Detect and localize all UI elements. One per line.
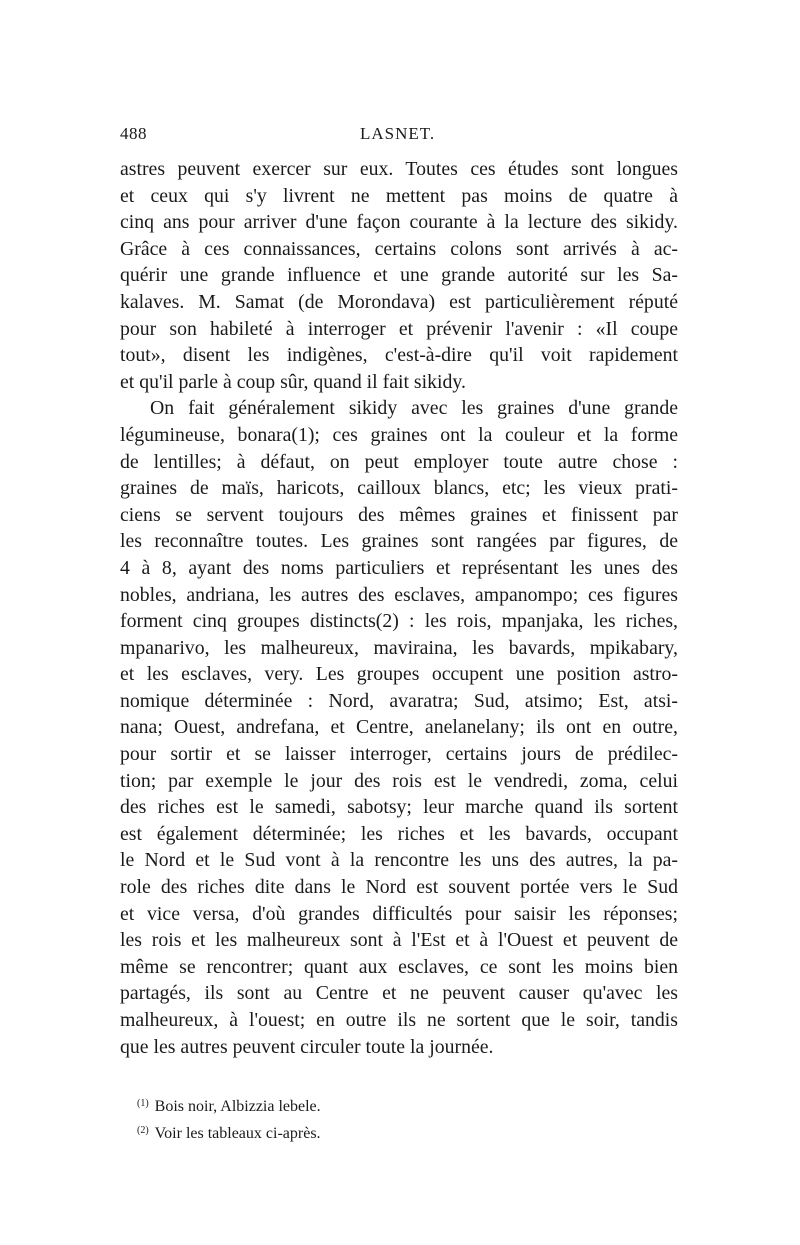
footnote <box>137 1092 657 1119</box>
text-line: et ceux qui s'y livrent ne mettent pas moins de quatre à <box>120 184 678 207</box>
text-line: et les esclaves, very. Les groupes occupent une position astro- <box>120 663 678 686</box>
text-line: et qu'il parle à coup sûr, quand il fait sikidy. <box>120 370 466 393</box>
text-line: est également déterminée; les riches et les bavards, occupant <box>120 822 678 845</box>
text-line: nana; Ouest, andrefana, et Centre, anelanelany; ils ont en outre, <box>120 716 678 739</box>
text-line: cinq ans pour arriver d'une façon courante à la lecture des sikidy. <box>120 211 678 234</box>
footnotes <box>137 1092 657 1146</box>
text-line: Grâce à ces connaissances, certains colons sont arrivés à ac- <box>120 237 678 260</box>
footnote <box>137 1119 657 1146</box>
text-line: 4 à 8, ayant des noms particuliers et représentant les unes des <box>120 556 678 579</box>
text-line: le Nord et le Sud vont à la rencontre les uns des autres, la pa- <box>120 849 678 872</box>
page-number: 488 <box>120 124 147 143</box>
text-line: malheureux, à l'ouest; en outre ils ne sortent que le soir, tandis <box>120 1009 678 1031</box>
text-line: de lentilles; à défaut, on peut employer toute autre chose : <box>120 450 678 473</box>
text-line: astres peuvent exercer sur eux. Toutes ces études sont longues <box>120 158 678 180</box>
text-line: pour son habileté à interroger et prévenir l'avenir : «Il coupe <box>120 317 678 340</box>
text-line: légumineuse, bonara(1); ces graines ont la couleur et la forme <box>120 423 678 446</box>
text-line: ciens se servent toujours des mêmes graines et finissent par <box>120 503 678 526</box>
text-line: kalaves. M. Samat (de Morondava) est particulièrement réputé <box>120 290 678 313</box>
text-line: pour sortir et se laisser interroger, certains jours de prédilec- <box>120 743 678 766</box>
footnote-marker: (2) <box>137 1125 149 1136</box>
page-header <box>120 124 678 148</box>
text-line: même se rencontrer; quant aux esclaves, ce sont les moins bien <box>120 955 678 978</box>
text-line: mpanarivo, les malheureux, maviraina, les bavards, mpikabary, <box>120 636 678 659</box>
text-line: tion; par exemple le jour des rois est le vendredi, zoma, celui <box>120 769 678 792</box>
text-line: et vice versa, d'où grandes difficultés pour saisir les réponses; <box>120 902 678 925</box>
running-head: LASNET. <box>360 124 436 143</box>
text-line: role des riches dite dans le Nord est souvent portée vers le Sud <box>120 876 678 899</box>
footnote-text: Bois noir, Albizzia lebele. <box>154 1098 321 1115</box>
text-line: nomique déterminée : Nord, avaratra; Sud, atsimo; Est, atsi- <box>120 689 678 712</box>
text-line: des riches est le samedi, sabotsy; leur marche quand ils sortent <box>120 796 678 819</box>
text-line: quérir une grande influence et une grande autorité sur les Sa- <box>120 264 678 287</box>
text-line: les reconnaître toutes. Les graines sont rangées par figures, de <box>120 530 678 553</box>
text-line: partagés, ils sont au Centre et ne peuvent causer qu'avec les <box>120 982 678 1005</box>
text-line: forment cinq groupes distincts(2) : les rois, mpanjaka, les riches, <box>120 610 678 633</box>
text-line: les rois et les malheureux sont à l'Est et à l'Ouest et peuvent de <box>120 929 678 952</box>
footnote-marker: (1) <box>137 1098 149 1109</box>
text-line: nobles, andriana, les autres des esclaves, ampanompo; ces figures <box>120 583 678 606</box>
text-line: On fait généralement sikidy avec les graines d'une grande <box>150 397 678 420</box>
text-line: graines de maïs, haricots, cailloux blancs, etc; les vieux prati- <box>120 477 678 500</box>
body-text <box>120 156 678 1060</box>
text-line: tout», disent les indigènes, c'est-à-dire qu'il voit rapidement <box>120 344 678 367</box>
footnote-text: Voir les tableaux ci-après. <box>154 1125 321 1142</box>
text-line: que les autres peuvent circuler toute la journée. <box>120 1035 494 1058</box>
